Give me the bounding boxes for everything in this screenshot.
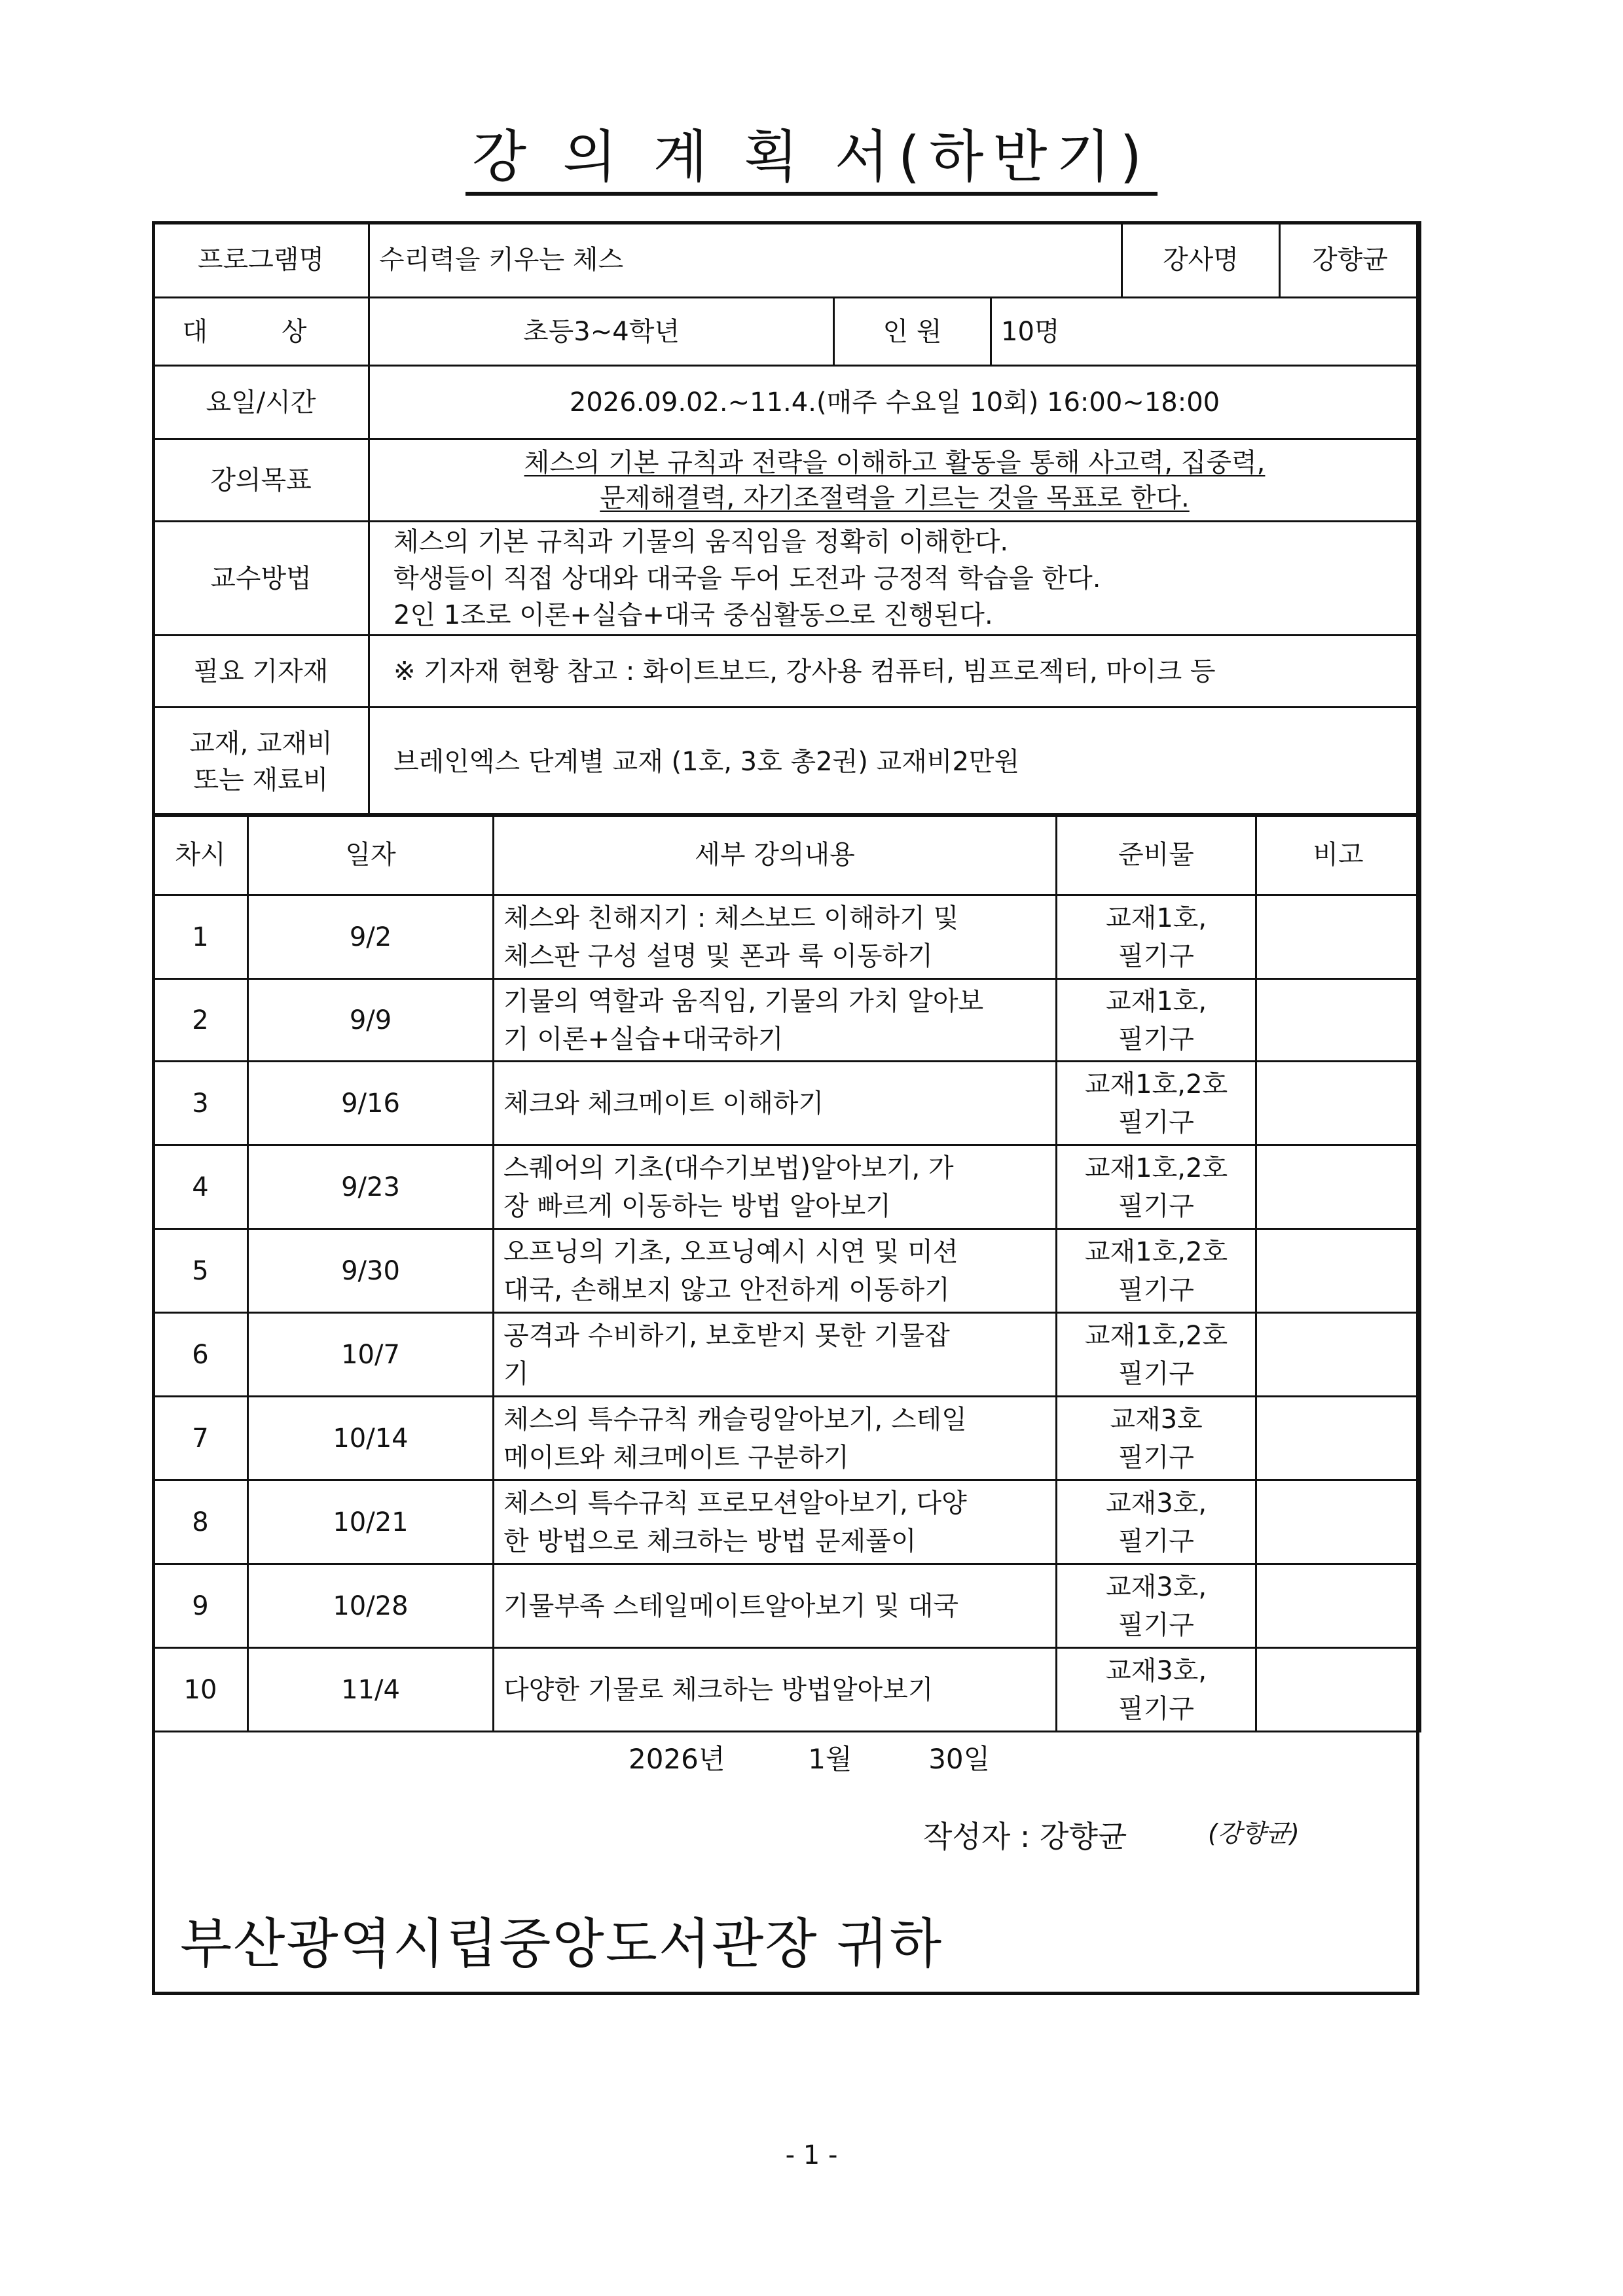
session-prep: 교재1호, 필기구 (1057, 895, 1256, 979)
session-note (1256, 1145, 1421, 1229)
session-date: 9/2 (248, 895, 494, 979)
col-header-prep: 준비물 (1057, 814, 1256, 895)
table-row (153, 1145, 1421, 1229)
target-value: 초등3~4학년 (369, 298, 834, 366)
method-value (369, 522, 1421, 636)
session-content: 기물부족 스테일메이트알아보기 및 대국 (494, 1564, 1057, 1648)
session-no: 9 (153, 1564, 248, 1648)
table-row (153, 1313, 1421, 1397)
session-content: 체스의 특수규칙 프로모션알아보기, 다양 한 방법으로 체크하는 방법 문제풀이 (494, 1480, 1057, 1564)
session-prep: 교재3호, 필기구 (1057, 1564, 1256, 1648)
col-header-content: 세부 강의내용 (494, 814, 1057, 895)
schedule-label: 요일/시간 (153, 366, 369, 439)
session-no: 8 (153, 1480, 248, 1564)
session-content: 기물의 역할과 움직임, 기물의 가치 알아보 기 이론+실습+대국하기 (494, 979, 1057, 1062)
session-note (1256, 1229, 1421, 1313)
target-label: 대 상 (153, 298, 369, 366)
writer-line: 작성자 : 강향균 (923, 1819, 1127, 1854)
table-row (153, 1564, 1421, 1648)
method-line-1: 체스의 기본 규칙과 기물의 움직임을 정확히 이해한다. (393, 526, 1009, 557)
schedule-body (153, 895, 1421, 1732)
session-no: 3 (153, 1062, 248, 1145)
session-prep: 교재3호, 필기구 (1057, 1480, 1256, 1564)
method-line-3: 2인 1조로 이론+실습+대국 중심활동으로 진행된다. (393, 600, 993, 630)
goal-label: 강의목표 (153, 439, 369, 522)
col-header-no: 차시 (153, 814, 248, 895)
goal-value (369, 439, 1421, 522)
table-row (153, 895, 1421, 979)
date-year: 2026년 (629, 1743, 725, 1775)
count-value: 10명 (991, 298, 1421, 366)
page-number: - 1 - (785, 2140, 838, 2170)
session-prep: 교재1호,2호 필기구 (1057, 1062, 1256, 1145)
instructor-value: 강향균 (1312, 245, 1388, 275)
schedule-table (152, 813, 1421, 1732)
table-row (153, 1062, 1421, 1145)
table-row (153, 1480, 1421, 1564)
session-prep: 교재1호,2호 필기구 (1057, 1145, 1256, 1229)
instructor-label: 강사명 (1123, 223, 1280, 296)
goal-line-1: 체스의 기본 규칙과 전략을 이해하고 활동을 통해 사고력, 집중력, (524, 447, 1266, 478)
session-prep: 교재1호,2호 필기구 (1057, 1313, 1256, 1397)
program-label: 프로그램명 (153, 223, 369, 298)
session-date: 9/9 (248, 979, 494, 1062)
session-note (1256, 1648, 1421, 1732)
session-no: 6 (153, 1313, 248, 1397)
session-prep: 교재3호, 필기구 (1057, 1648, 1256, 1732)
session-content: 다양한 기물로 체크하는 방법알아보기 (494, 1648, 1057, 1732)
session-date: 10/21 (248, 1480, 494, 1564)
session-date: 9/23 (248, 1145, 494, 1229)
session-note (1256, 1564, 1421, 1648)
session-date: 10/7 (248, 1313, 494, 1397)
session-no: 10 (153, 1648, 248, 1732)
equipment-value: ※ 기자재 현황 참고 : 화이트보드, 강사용 컴퓨터, 빔프로젝터, 마이크 등 (369, 636, 1421, 708)
session-date: 9/16 (248, 1062, 494, 1145)
written-date (629, 1738, 990, 1777)
program-value: 수리력을 키우는 체스 (369, 223, 1122, 298)
recipient: 부산광역시립중앙도서관장 귀하 (180, 1913, 943, 1975)
goal-line-2: 문제해결력, 자기조절력을 기르는 것을 목표로 한다. (600, 482, 1190, 513)
material-label: 교재, 교재비 또는 재료비 (153, 708, 369, 816)
session-no: 5 (153, 1229, 248, 1313)
session-prep: 교재1호,2호 필기구 (1057, 1229, 1256, 1313)
method-label: 교수방법 (153, 522, 369, 636)
table-row (153, 1229, 1421, 1313)
session-note (1256, 979, 1421, 1062)
document-title: 강 의 계 획 서(하반기) (0, 124, 1623, 196)
session-content: 스퀘어의 기초(대수기보법)알아보기, 가 장 빠르게 이동하는 방법 알아보기 (494, 1145, 1057, 1229)
table-row (153, 979, 1421, 1062)
session-no: 7 (153, 1397, 248, 1480)
info-table (152, 221, 1421, 817)
table-row (153, 1397, 1421, 1480)
session-note (1256, 1062, 1421, 1145)
equipment-label: 필요 기자재 (153, 636, 369, 708)
session-date: 10/28 (248, 1564, 494, 1648)
schedule-value: 2026.09.02.~11.4.(매주 수요일 10회) 16:00~18:00 (369, 366, 1421, 439)
date-month: 1월 (808, 1743, 852, 1775)
session-note (1256, 1397, 1421, 1480)
col-header-date: 일자 (248, 814, 494, 895)
session-note (1256, 1313, 1421, 1397)
session-date: 11/4 (248, 1648, 494, 1732)
count-label: 인 원 (834, 298, 991, 366)
session-note (1256, 895, 1421, 979)
session-prep: 교재3호 필기구 (1057, 1397, 1256, 1480)
session-date: 9/30 (248, 1229, 494, 1313)
session-no: 4 (153, 1145, 248, 1229)
signature: (강향균) (1208, 1819, 1300, 1848)
session-note (1256, 1480, 1421, 1564)
session-content: 체스의 특수규칙 캐슬링알아보기, 스테일 메이트와 체크메이트 구분하기 (494, 1397, 1057, 1480)
session-content: 체크와 체크메이트 이해하기 (494, 1062, 1057, 1145)
material-value: 브레인엑스 단계별 교재 (1호, 3호 총2권) 교재비2만원 (369, 708, 1421, 816)
session-no: 2 (153, 979, 248, 1062)
session-no: 1 (153, 895, 248, 979)
col-header-note: 비고 (1256, 814, 1421, 895)
date-day: 30일 (928, 1743, 991, 1775)
session-date: 10/14 (248, 1397, 494, 1480)
session-content: 오프닝의 기초, 오프닝예시 시연 및 미션 대국, 손해보지 않고 안전하게 이동하기 (494, 1229, 1057, 1313)
session-content: 체스와 친해지기 : 체스보드 이해하기 및 체스판 구성 설명 및 폰과 룩 이동하기 (494, 895, 1057, 979)
method-line-2: 학생들이 직접 상대와 대국을 두어 도전과 긍정적 학습을 한다. (393, 563, 1101, 594)
session-prep: 교재1호, 필기구 (1057, 979, 1256, 1062)
table-row (153, 1648, 1421, 1732)
session-content: 공격과 수비하기, 보호받지 못한 기물잡 기 (494, 1313, 1057, 1397)
